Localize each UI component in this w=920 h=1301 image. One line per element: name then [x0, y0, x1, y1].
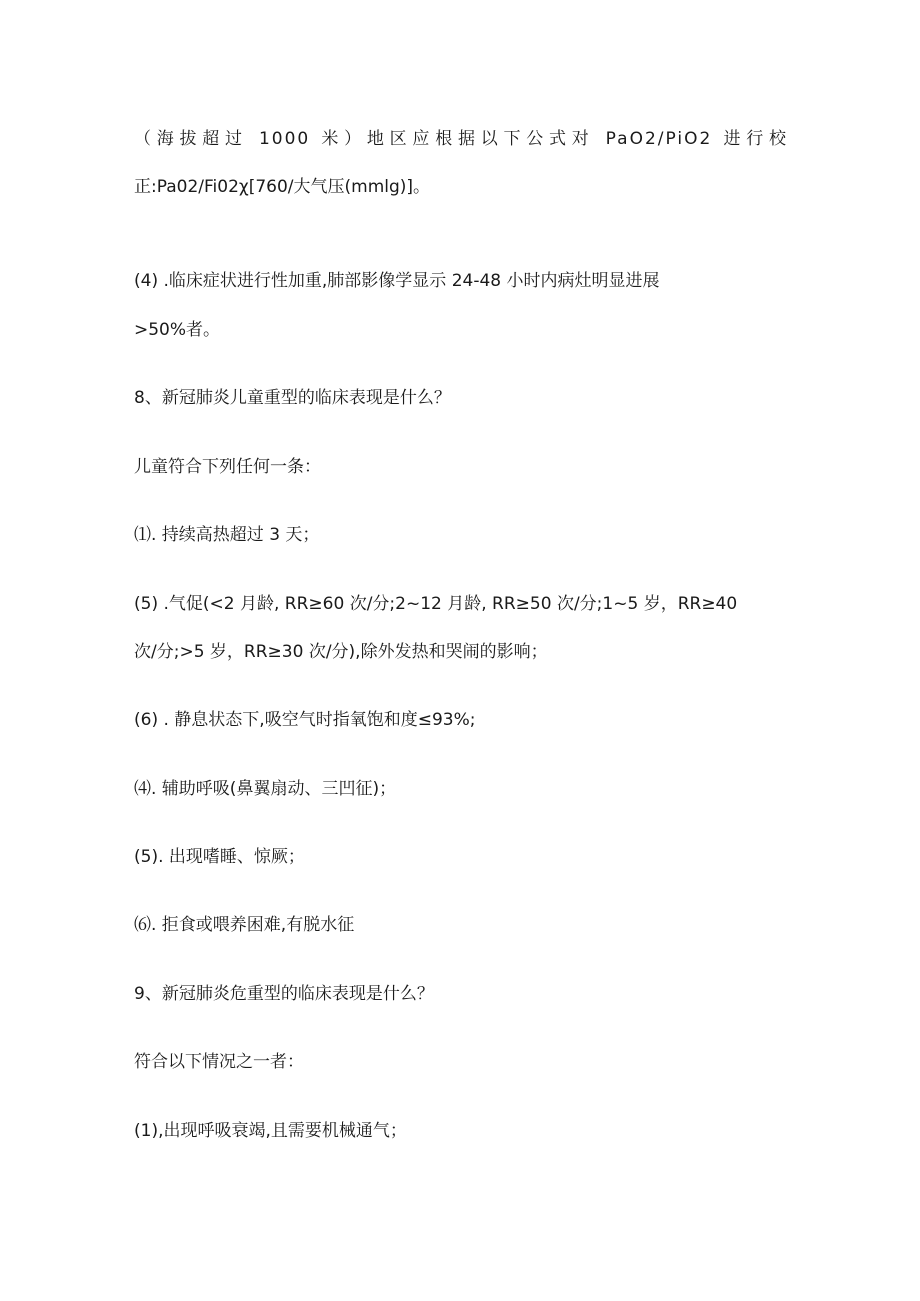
question-heading-9: 9、新冠肺炎危重型的临床表现是什么？ — [134, 984, 434, 1004]
list-item-shortness-of-breath-continued: 次/分;>5 岁，RR≥30 次/分),除外发热和哭闹的影响； — [134, 642, 548, 662]
list-item-assisted-breathing: ⑷. 辅助呼吸(鼻翼扇动、三凹征)； — [134, 779, 397, 799]
text-line-formula-continued: 正:Pa02/Fi02χ[760/大气压(mmlg)]。 — [134, 177, 431, 197]
list-item-respiratory-failure: (1),出现呼吸衰竭,且需要机械通气； — [134, 1121, 407, 1141]
text-line-altitude-formula: （海拔超过 1000 米）地区应根据以下公式对 PaO2/PiO2 进行校 — [134, 129, 788, 149]
list-item-refusal-to-eat: ⑹. 拒食或喂养困难,有脱水征 — [134, 915, 355, 935]
question-heading-8: 8、新冠肺炎儿童重型的临床表现是什么？ — [134, 388, 451, 408]
text-line-critical-criteria: 符合以下情况之一者： — [134, 1052, 304, 1072]
text-line-item-4-continued: >50%者。 — [134, 320, 221, 340]
text-line-item-4: (4) .临床症状进行性加重,肺部影像学显示 24-48 小时内病灶明显进展 — [134, 271, 660, 291]
list-item-shortness-of-breath: (5) .气促(<2 月龄, RR≥60 次/分;2~12 月龄, RR≥50 次/分;1~5 岁，RR≥40 — [134, 594, 738, 614]
list-item-high-fever: ⑴. 持续高热超过 3 天； — [134, 525, 320, 545]
list-item-drowsiness: (5). 出现嗜睡、惊厥； — [134, 847, 305, 867]
list-item-oxygen-saturation: (6) . 静息状态下,吸空气时指氧饱和度≤93%; — [134, 710, 476, 730]
text-line-children-criteria: 儿童符合下列任何一条： — [134, 457, 321, 477]
